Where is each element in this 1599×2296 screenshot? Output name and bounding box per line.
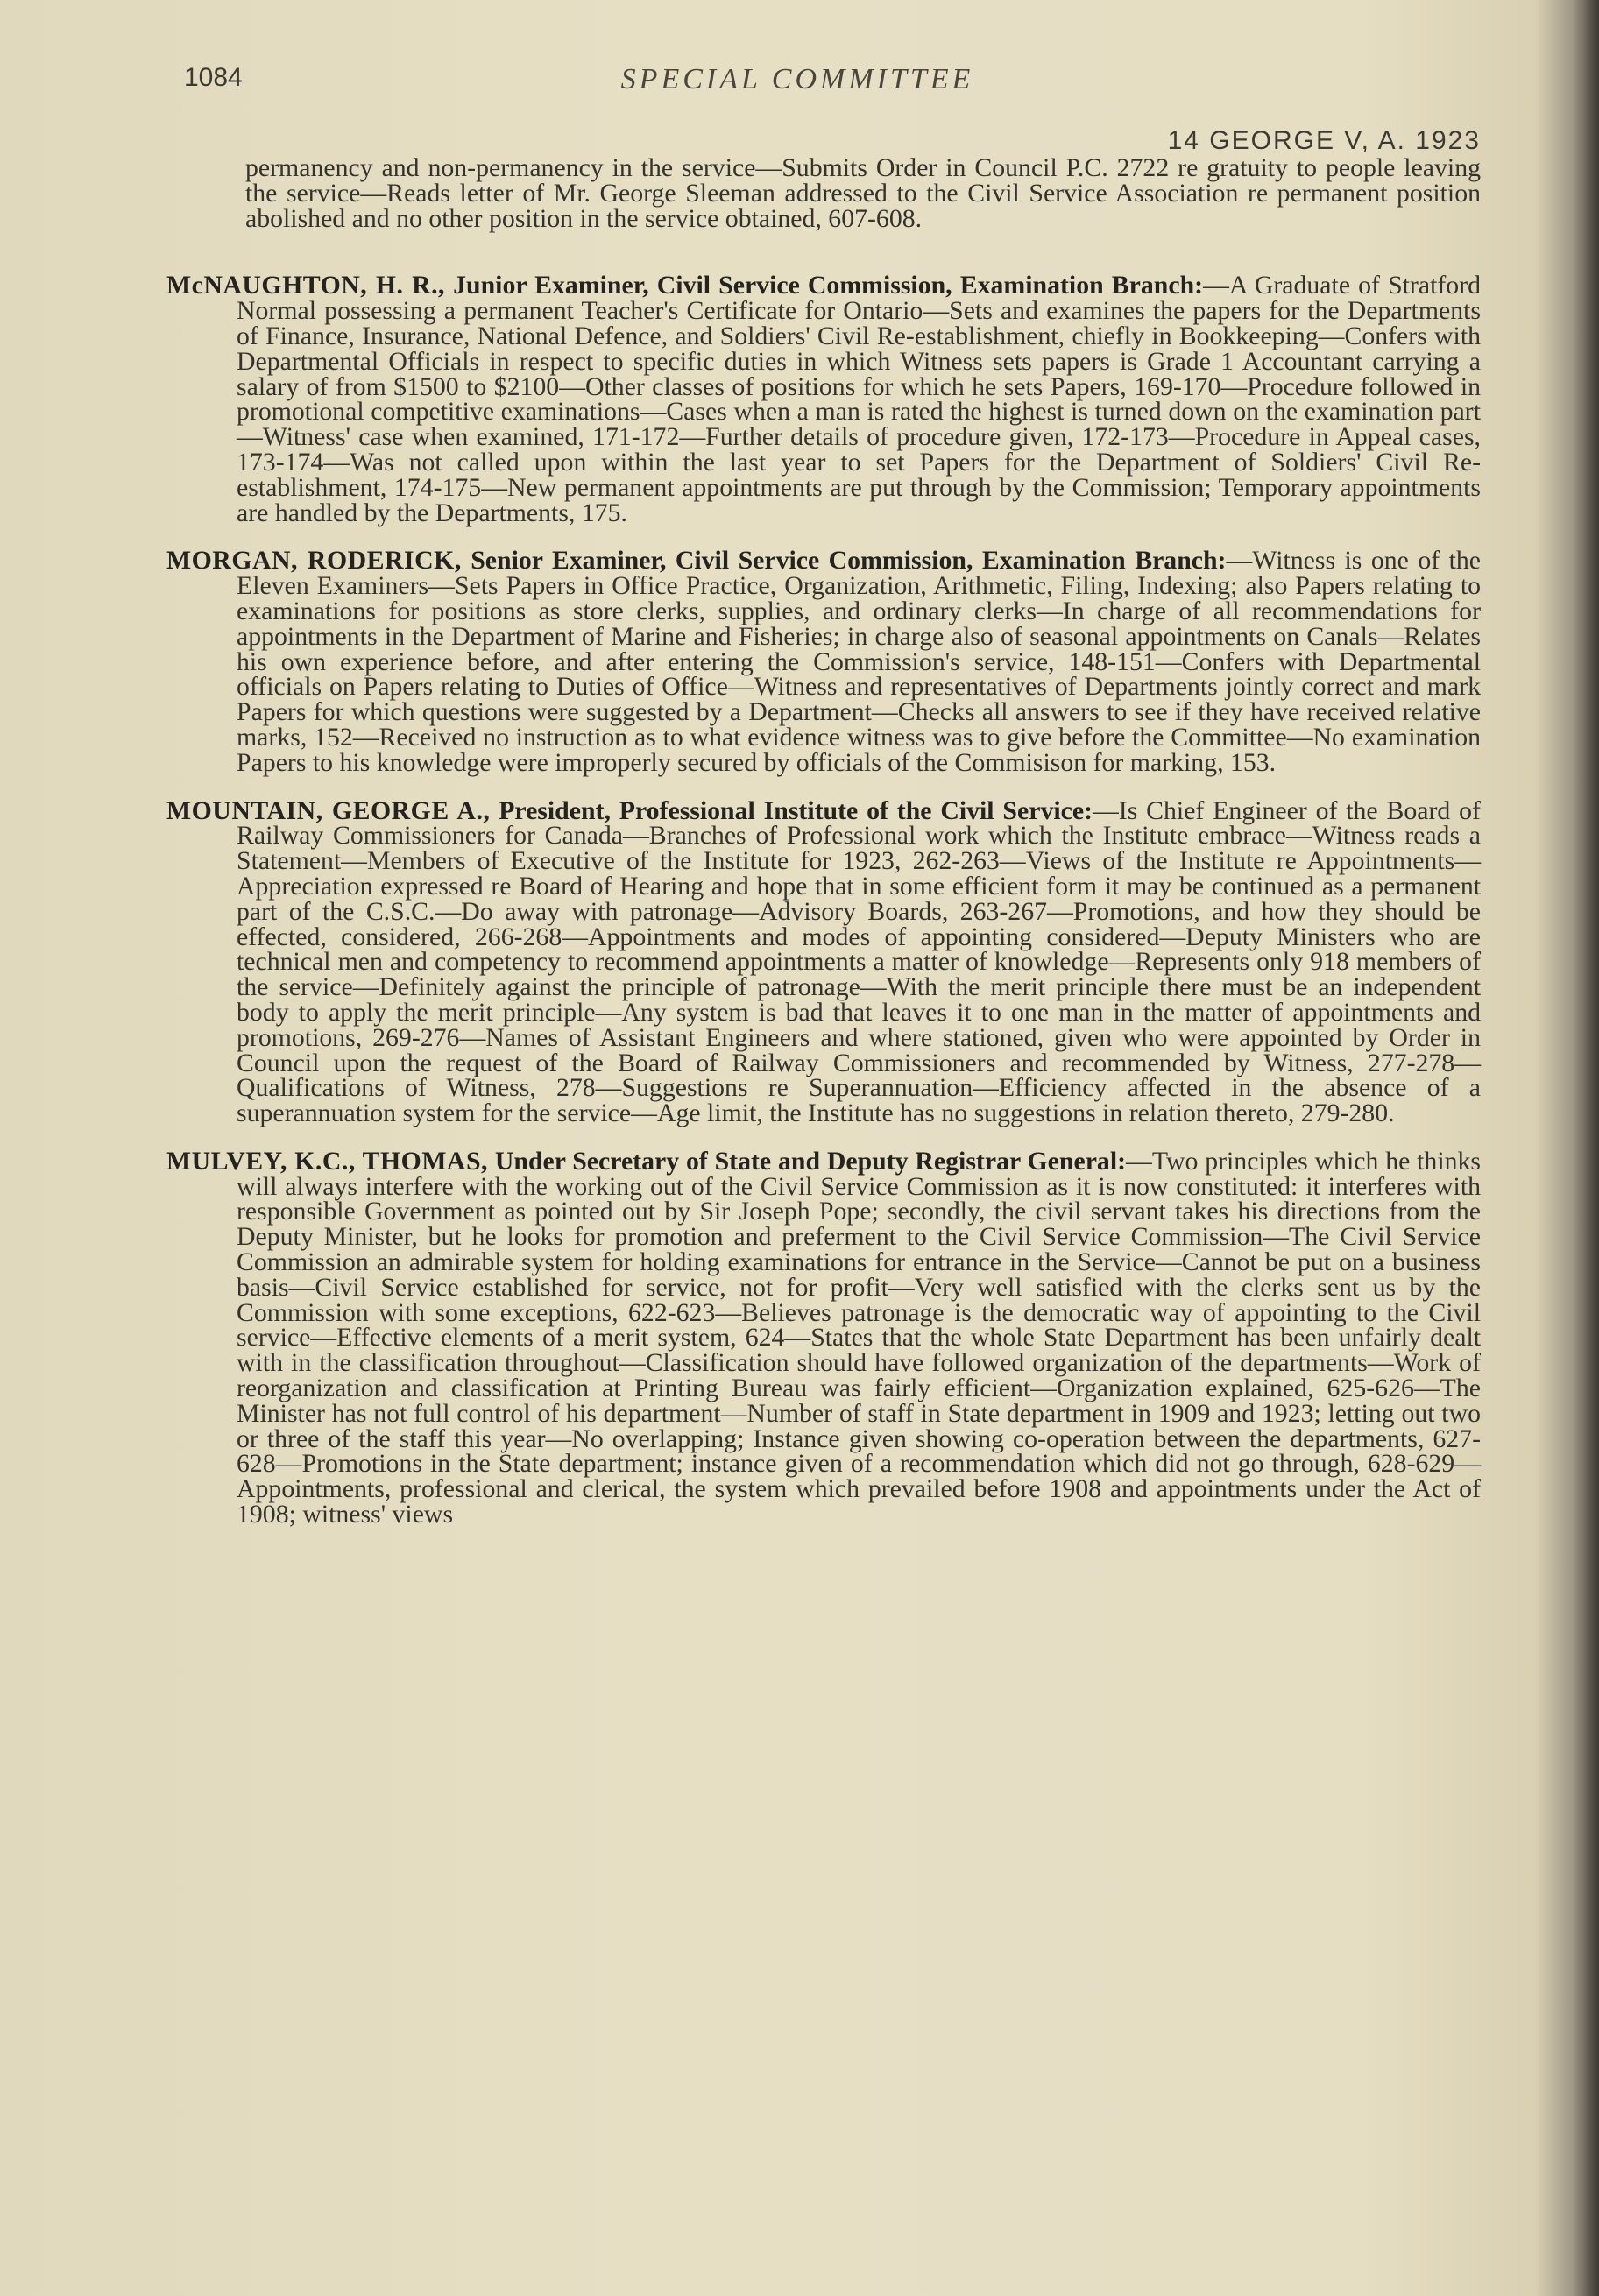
index-entry (166, 548, 1481, 775)
entry-role: Senior Examiner, Civil Service Commission, Examination Branch: (471, 546, 1227, 576)
continuation-paragraph: permanency and non-permanency in the service—Submits Order in Council P.C. 2722 re gratuity to people leaving the service—Reads letter of Mr. George Sleeman addressed to the Civil Service Association re permanent position abolished and no other position in the service obtained, 607-608. (245, 153, 1481, 233)
index-entry (166, 795, 1481, 1128)
entry-role: Under Secretary of State and Deputy Registrar General: (494, 1146, 1127, 1176)
entry-text: —Is Chief Engineer of the Board of Railway Commissioners for Canada—Branches of Professional work which the Institute embrace—Witness reads a Statement—Members of Executive of the Institute for 1923, 262-263—Views of the Institute re Appointments—Appreciation expressed re Board of Hearing and hope that in some efficient form it may be continued as a permanent part of the C.S.C.—Do away with patronage—Advisory Boards, 263-267—Promotions, and how they should be effected, considered, 266-268—Appointments and modes of appointing considered—Deputy Ministers who are technical men and competency to recommend appointments a matter of knowledge—Represents only 918 members of the service—Definitely against the principle of patronage—With the merit principle there must be an independent body to apply the merit principle—Any system is bad that leaves it to one man in the matter of appointments and promotions, 269-276—Names of Assistant Engineers and where stationed, given who were appointed by Order in Council upon the request of the Board of Railway Commissioners and recommended by Witness, 277-278—Qualifications of Witness, 278—Suggestions re Superannuation—Efficiency affected in the absence of a superannuation system for the service—Age limit, the Institute has no suggestions in relation thereto, 279-280. (237, 795, 1481, 1128)
entry-role: President, Professional Institute of the Civil Service: (499, 795, 1093, 825)
binding-shadow (1573, 0, 1599, 2296)
session-info: 14 GEORGE V, A. 1923 (1167, 126, 1481, 155)
entry-text: —A Graduate of Stratford Normal possessing a permanent Teacher's Certificate for Ontario—Sets and examines the papers for the Departments of Finance, Insurance, National Defence, and Soldiers' Civil Re-establishment, chiefly in Bookkeeping—Confers with Departmental Officials in respect to specific duties in which Witness sets papers is Grade 1 Accountant carrying a salary of from $1500 to $2100—Other classes of positions for which he sets Papers, 169-170—Procedure followed in promotional competitive examinations—Cases when a man is rated the highest is turned down on the examination part—Witness' case when examined, 171-172—Further details of procedure given, 172-173—Procedure in Appeal cases, 173-174—Was not called upon within the last year to set Papers for the Department of Soldiers' Civil Re-establishment, 174-175—New permanent appointments are put through by the Commission; Temporary appointments are handled by the Departments, 175. (237, 271, 1482, 527)
page-header (184, 63, 1481, 155)
entry-name: McNAUGHTON, H. R., (166, 271, 446, 300)
entry-name: MOUNTAIN, GEORGE A., (166, 795, 491, 825)
index-entry (166, 273, 1481, 526)
index-content (166, 153, 1482, 1551)
entry-role: Junior Examiner, Civil Service Commission, Examination Branch: (453, 271, 1204, 300)
running-head: SPECIAL COMMITTEE (620, 63, 974, 95)
entry-text: —Witness is one of the Eleven Examiners—Sets Papers in Office Practice, Organization, Arithmetic, Filing, Indexing; also Papers relating to examinations for positions as store clerks, supplies, and ordinary clerks—In charge of all recommendations for appointments in the Department of Marine and Fisheries; in charge also of seasonal appointments on Canals—Relates his own experience before, and after entering the Commission's service, 148-151—Confers with Departmental officials on Papers relating to Duties of Office—Witness and representatives of Departments jointly correct and mark Papers for which questions were suggested by a Department—Checks all answers to see if they have received relative marks, 152—Received no instruction as to what evidence witness was to give before the Committee—No examination Papers to his knowledge were improperly secured by officials of the Commisison for marking, 153. (237, 546, 1481, 777)
entry-text: —Two principles which he thinks will always interfere with the working out of the Civil Service Commission as it is now constituted: it interferes with responsible Government as pointed out by Sir Joseph Pope; secondly, the civil servant takes his directions from the Deputy Minister, but he looks for promotion and preferment to the Civil Service Commission—The Civil Service Commission an admirable system for holding examinations for entrance in the Service—Cannot be put on a business basis—Civil Service established for service, not for profit—Very well satisfied with the clerks sent us by the Commission with some exceptions, 622-623—Believes patronage is the democratic way of appointing to the Civil service—Effective elements of a merit system, 624—States that the whole State Department has been unfairly dealt with in the classification throughout—Classification should have followed organization of the departments—Work of reorganization and classification at Printing Bureau was fairly efficient—Organization explained, 625-626—The Minister has not full control of his department—Number of staff in State department in 1909 and 1923; letting out two or three of the staff this year—No overlapping; Instance given showing co-operation between the departments, 627-628—Promotions in the State department; instance given of a recommendation which did not go through, 628-629—Appointments, professional and clerical, the system which prevailed before 1908 and appointments under the Act of 1908; witness' views (237, 1146, 1482, 1529)
entry-name: MULVEY, K.C., THOMAS, (166, 1146, 488, 1176)
index-entry (166, 1146, 1482, 1529)
page-number: 1084 (184, 63, 243, 92)
entry-name: MORGAN, RODERICK, (166, 546, 462, 576)
